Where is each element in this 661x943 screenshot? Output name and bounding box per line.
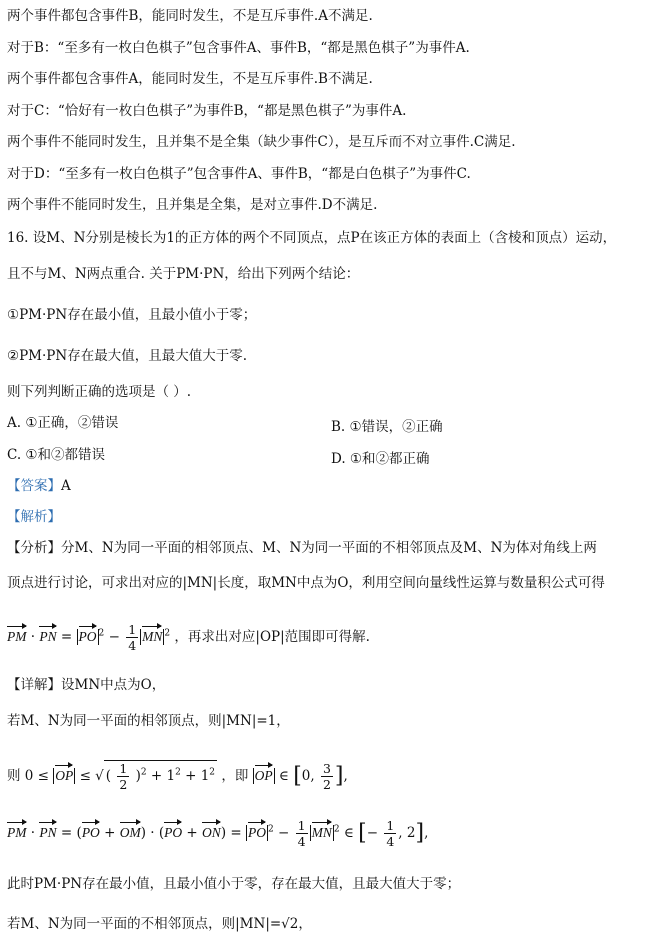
formula-op-interval: OP ∈ [0, $\frac{3}{2}$ ],	[254, 761, 348, 792]
option-b: B. ①错误，②正确	[331, 419, 443, 435]
fenxi-line-1	[7, 540, 597, 556]
conclusion-1: ①PM·PN存在最小值，且最小值小于零；	[7, 307, 257, 323]
xiangjie-line	[7, 677, 165, 693]
formula-expansion: PM · PN = (PO + OM) · (PO + ON) = PO $^2$ − $\frac{1}{4}$ MN $^2$ ∈ [− $\frac{1}{4}$ , 2],	[7, 818, 429, 849]
text-line-3: 两个事件都包含事件A，能同时发生，不是互斥事件.B不满足.	[7, 71, 373, 87]
cishi-line: 此时PM·PN存在最小值，且最小值小于零，存在最大值，且最大值大于零；	[7, 876, 461, 892]
option-a: A. ①正确，②错误	[7, 415, 119, 431]
fenxi-formula-line	[7, 622, 370, 653]
formula-dot-product: PM · PN = PO $^2$ − $\frac{1}{4}$ MN $^2$	[7, 622, 171, 653]
fenxi-line-2: 顶点进行讨论，可求出对应的|MN|长度，取MN中点为O，利用空间向量线性运算与数量积公式可得	[7, 575, 605, 591]
ji-text: ，即	[221, 768, 249, 784]
case-2-line: 若M、N为同一平面的不相邻顶点，则|MN|=√2，	[7, 916, 312, 932]
analysis-tag: 【解析】	[7, 509, 61, 525]
option-c: C. ①和②都错误	[7, 447, 106, 463]
fenxi-text-3: ，再求出对应|OP|范围即可得解.	[174, 629, 370, 645]
fenxi-text-1: 分M、N为同一平面的相邻顶点、M、N为同一平面的不相邻顶点及M、N为体对角线上两	[61, 540, 597, 556]
case-1-line: 若M、N为同一平面的相邻顶点，则|MN|=1，	[7, 713, 290, 729]
text-line-1: 两个事件都包含事件B，能同时发生，不是互斥事件.A不满足.	[7, 8, 373, 24]
fenxi-tag: 【分析】	[7, 540, 61, 556]
text-line-7: 两个事件不能同时发生，且并集是全集，是对立事件.D不满足.	[7, 197, 378, 213]
text-line-5: 两个事件不能同时发生，且并集不是全集（缺少事件C），是互斥而不对立事件.C满足.	[7, 134, 516, 150]
question-16-line-1: 16. 设M、N分别是棱长为1的正方体的两个不同顶点，点P在该正方体的表面上（含棱和顶点）运动，	[7, 230, 617, 246]
conclusion-2: ②PM·PN存在最大值，且最大值大于零.	[7, 348, 247, 364]
text-line-2: 对于B：“至多有一枚白色棋子”包含事件A、事件B，“都是黑色棋子”为事件A.	[7, 40, 470, 56]
ze-text: 则	[7, 768, 21, 784]
formula-op-range: 0 ≤ OP ≤ √ ( $\frac{1}{2}$ )$^2 + 1^2 + 1^2$	[24, 761, 216, 792]
answer-tag: 【答案】	[7, 478, 61, 494]
analysis-heading	[7, 509, 61, 525]
question-prompt: 则下列判断正确的选项是（ ）.	[7, 384, 192, 400]
dot-product-expansion-line	[7, 818, 428, 849]
question-16-line-2: 且不与M、N两点重合. 关于PM·PN，给出下列两个结论：	[7, 266, 360, 282]
xiangjie-text: 设MN中点为O，	[61, 677, 166, 693]
answer-line	[7, 478, 71, 494]
answer-value: A	[61, 478, 71, 494]
xiangjie-tag: 【详解】	[7, 677, 61, 693]
option-d: D. ①和②都正确	[331, 451, 430, 467]
text-line-6: 对于D：“至多有一枚白色棋子”包含事件A、事件B，“都是白色棋子”为事件C.	[7, 166, 471, 182]
range-op-line	[7, 760, 348, 792]
text-line-4: 对于C：“恰好有一枚白色棋子”为事件B，“都是黑色棋子”为事件A.	[7, 103, 407, 119]
